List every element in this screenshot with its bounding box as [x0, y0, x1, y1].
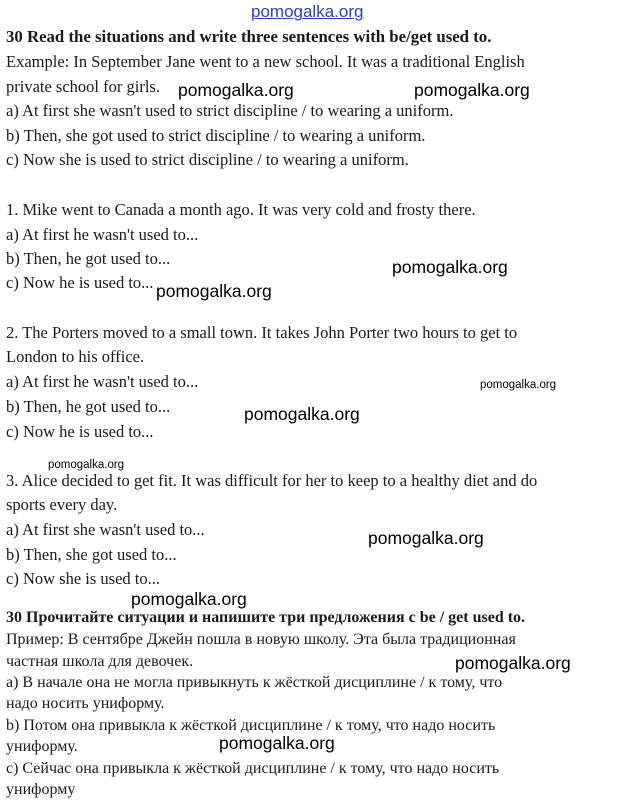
item-2-situation-line-1: 2. The Porters moved to a small town. It takes John Porter two hours to get to	[6, 323, 518, 342]
item-2-c: c) Now he is used to...	[6, 422, 154, 441]
exercise-heading: 30 Read the situations and write three sentences with be/get used to.	[6, 27, 492, 46]
translation-example-line-2: частная школа для девочек.	[6, 653, 194, 670]
item-3-situation-line-1: 3. Alice decided to get fit. It was difficult for her to keep to a healthy diet and do	[6, 471, 538, 490]
example-answer-c: c) Now she is used to strict discipline / to wearing a uniform.	[6, 150, 409, 169]
item-3-b: b) Then, she got used to...	[6, 545, 177, 564]
translation-b-line-2: униформу.	[6, 738, 78, 755]
watermark-8: pomogalka.org	[368, 528, 484, 548]
item-3-c: c) Now she is used to...	[6, 569, 160, 588]
watermark-3: pomogalka.org	[392, 257, 508, 277]
item-2-situation-line-2: London to his office.	[6, 347, 145, 366]
translation-a-line-2: надо носить униформу.	[6, 695, 165, 712]
item-1-a: a) At first he wasn't used to...	[6, 225, 199, 244]
watermark-2: pomogalka.org	[414, 80, 530, 100]
watermark-5: pomogalka.org	[480, 379, 557, 391]
example-line-2: private school for girls.	[6, 77, 160, 96]
item-1-c: c) Now he is used to...	[6, 273, 154, 292]
watermark-4: pomogalka.org	[156, 281, 272, 301]
item-2-a: a) At first he wasn't used to...	[6, 372, 199, 391]
item-1-situation: 1. Mike went to Canada a month ago. It was very cold and frosty there.	[6, 200, 476, 219]
watermark-7: pomogalka.org	[48, 459, 125, 471]
translation-heading: 30 Прочитайте ситуации и напишите три предложения с be / get used to.	[6, 609, 526, 626]
translation-a-line-1: а) В начале она не могла привыкнуть к жёсткой дисциплине / к тому, что	[6, 674, 503, 691]
watermark-10: pomogalka.org	[455, 653, 571, 673]
example-answer-b: b) Then, she got used to strict discipline / to wearing a uniform.	[6, 126, 426, 145]
watermark-9: pomogalka.org	[131, 589, 247, 609]
item-3-a: a) At first she wasn't used to...	[6, 520, 205, 539]
watermark-top: pomogalka.org	[251, 2, 364, 21]
item-3-situation-line-2: sports every day.	[6, 495, 118, 514]
watermark-6: pomogalka.org	[244, 404, 360, 424]
translation-b-line-1: b) Потом она привыкла к жёсткой дисциплине / к тому, что надо носить	[6, 717, 496, 734]
translation-c-line-1: с) Сейчас она привыкла к жёсткой дисциплине / к тому, что надо носить	[6, 760, 500, 777]
translation-c-line-2: униформу	[6, 781, 76, 798]
item-1-b: b) Then, he got used to...	[6, 249, 171, 268]
example-answer-a: a) At first she wasn't used to strict discipline / to wearing a uniform.	[6, 101, 454, 120]
example-line-1: Example: In September Jane went to a new school. It was a traditional English	[6, 52, 525, 71]
item-2-b: b) Then, he got used to...	[6, 397, 171, 416]
watermark-1: pomogalka.org	[178, 80, 294, 100]
translation-example-line-1: Пример: В сентябре Джейн пошла в новую школу. Эта была традиционная	[6, 631, 516, 648]
watermark-11: pomogalka.org	[219, 733, 335, 753]
